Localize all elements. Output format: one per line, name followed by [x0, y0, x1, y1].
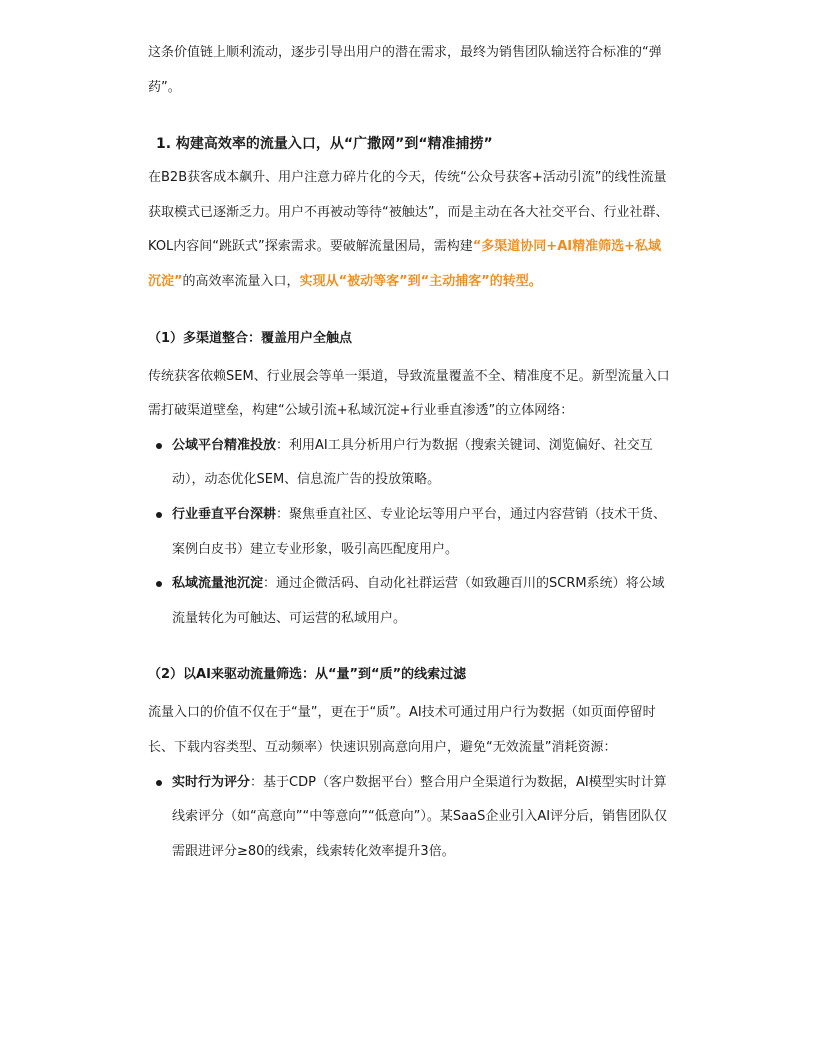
subsection-2-heading: （2）以AI来驱动流量筛选：从“量”到“质”的线索过滤	[148, 667, 467, 683]
section-1-highlight-2: 实现从“被动等客”到“主动捕客”的转型。	[299, 273, 542, 289]
list-item	[148, 766, 670, 870]
list-item-label: 行业垂直平台深耕	[172, 506, 277, 522]
section-1-text-a: 在B2B获客成本飙升、用户注意力碎片化的今天，传统“公众号获客+活动引流”的线性流量获取模式已逐渐乏力。用户不再被动等待“被触达”，而是主动在各大社交平台、行业社群、KOL内容间“跳跃式”探索需求。要破解流量困局，需构建	[148, 170, 669, 255]
list-item	[148, 498, 670, 567]
section-1-paragraph	[148, 161, 670, 299]
list-item-label: 私域流量池沉淀	[172, 576, 264, 592]
list-item-text: ：基于CDP（客户数据平台）整合用户全渠道行为数据，AI模型实时计算线索评分（如“高意向”“中等意向”“低意向”）。某SaaS企业引入AI评分后，销售团队仅需跟进评分≥80的线索，线索转化效率提升3倍。	[172, 774, 668, 859]
subsection-1-heading: （1）多渠道整合：覆盖用户全触点	[148, 330, 353, 346]
subsection-2-list	[148, 766, 670, 870]
list-item	[148, 567, 670, 636]
list-item-text: ：利用AI工具分析用户行为数据（搜索关键词、浏览偏好、社交互动），动态优化SEM、信息流广告的投放策略。	[172, 437, 653, 488]
section-1-heading: 1. 构建高效率的流量入口，从“广撒网”到“精准捕捞”	[156, 136, 493, 153]
subsection-1-intro: 传统获客依赖SEM、行业展会等单一渠道，导致流量覆盖不全、精准度不足。新型流量入口需打破渠道壁垒，构建“公域引流+私域沉淀+行业垂直渗透”的立体网络：	[148, 368, 670, 419]
list-item-text: ：聚焦垂直社区、专业论坛等用户平台，通过内容营销（技术干货、案例白皮书）建立专业形象，吸引高匹配度用户。	[172, 506, 667, 557]
document-page	[148, 36, 670, 869]
subsection-2-intro: 流量入口的价值不仅在于“量”，更在于“质”。AI技术可通过用户行为数据（如页面停留时长、下载内容类型、互动频率）快速识别高意向用户，避免“无效流量”消耗资源：	[148, 705, 656, 755]
spacer	[148, 636, 670, 658]
list-item-text: ：通过企微活码、自动化社群运营（如致趣百川的SCRM系统）将公域流量转化为可触达、可运营的私域用户。	[172, 576, 665, 626]
list-item-label: 实时行为评分	[172, 774, 251, 790]
section-1-highlight-1: “多渠道协同+AI精准筛选+私域沉淀”	[148, 239, 661, 289]
section-1-text-b: 的高效率流量入口，	[182, 273, 300, 289]
list-item-label: 公域平台精准投放	[172, 437, 277, 453]
intro-paragraph: 这条价值链上顺利流动，逐步引导出用户的潜在需求，最终为销售团队输送符合标准的“弹药”。	[148, 45, 662, 95]
subsection-1-list	[148, 429, 670, 637]
list-item	[148, 429, 670, 498]
